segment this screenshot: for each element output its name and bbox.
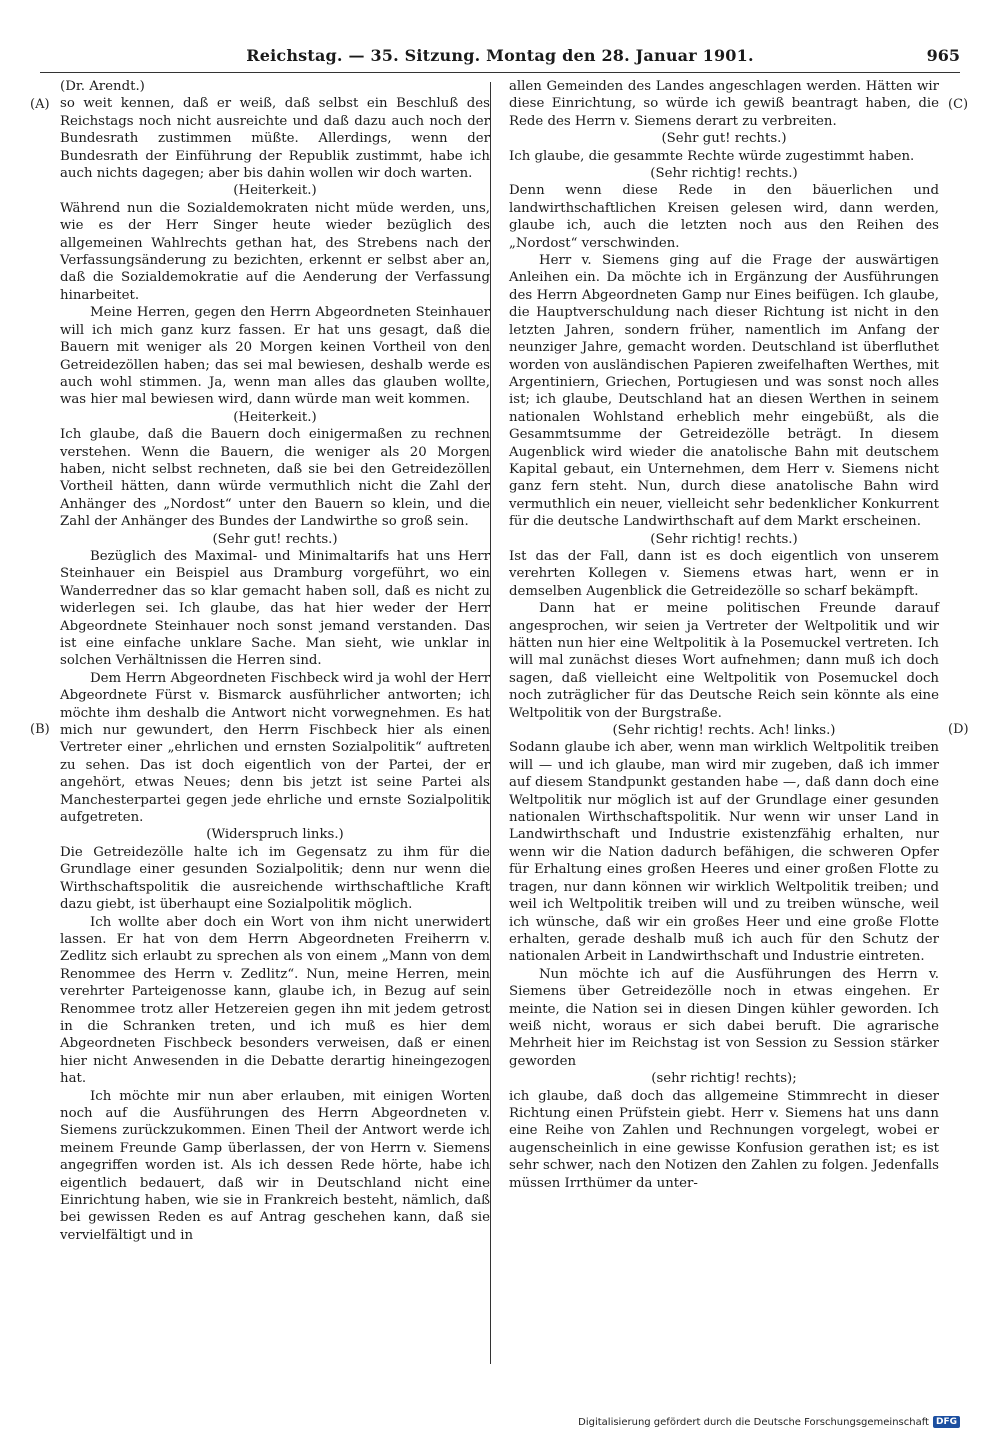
column-divider	[490, 82, 491, 1364]
margin-marker-a: (A)	[30, 97, 50, 112]
interjection: (Sehr richtig! rechts.)	[650, 531, 798, 547]
interjection: (Heiterkeit.)	[233, 409, 317, 425]
paragraph: Dem Herrn Abgeordneten Fischbeck wird ja wohl der Herr Abgeordnete Fürst v. Bismarck ausführlicher antworten; ich möchte ihm deshalb die Antwort nicht vorwegnehmen. Es hat mich nur gewundert, den Herrn Fischbeck hier als einen Vertreter einer „ehrlichen und ernsten Sozialpolitik“ auftreten zu sehen. Das ist doch eigentlich von der Partei, der er angehört, etwas Neues; denn bis jetzt ist seine Partei als Manchesterpartei gegen jede ehrliche und ernste Sozialpolitik aufgetreten.	[60, 670, 490, 826]
paragraph: Ich glaube, die gesammte Rechte würde zugestimmt haben.	[509, 148, 915, 164]
speaker-attribution: (Dr. Arendt.)	[60, 79, 145, 94]
paragraph: Ich wollte aber doch ein Wort von ihm nicht unerwidert lassen. Er hat von dem Herrn Abgeordneten Freiherrn v. Zedlitz sich erlaubt zu sprechen als von einem „Mann von dem Renommee des Herrn v. Zedlitz“. Nun, meine Herren, mein verehrter Parteigenosse kann, glaube ich, in Bezug auf sein Renommee trotz aller Hetzereien gegen ihn mit jedem getrost in die Schranken treten, und ich muß es hier dem Abgeordneten Fischbeck besonders verweisen, daß er einen hier nicht Anwesenden in die Debatte derartig hineingezogen hat.	[60, 914, 490, 1087]
interjection: (Sehr richtig! rechts.)	[650, 166, 798, 182]
interjection: (Sehr richtig! rechts. Ach! links.)	[612, 723, 836, 739]
margin-marker-c: (C)	[948, 97, 969, 112]
margin-marker-b: (B)	[30, 722, 50, 737]
paragraph: Bezüglich des Maximal- und Minimaltarifs hat uns Herr Steinhauer ein Beispiel aus Dramburg vorgeführt, wo ein Wanderredner das so klar gemacht haben soll, daß es nicht zu widerlegen sei. Ich glaube, das hat hier weder der Herr Abgeordnete Steinhauer noch sonst jemand verstanden. Das ist eine einfache unklare Sache. Man sieht, wie unklar in solchen Verhältnissen die Herren sind.	[60, 548, 490, 669]
paragraph: Denn wenn diese Rede in den bäuerlichen und landwirthschaftlichen Kreisen gelesen wird, dann werden, glaube ich, auch die letzten noch aus den Reihen des „Nordost“ verschwinden.	[509, 183, 939, 251]
paragraph: Sodann glaube ich aber, wenn man wirklich Weltpolitik treiben will — und ich glaube, man wird mir zugeben, daß ich immer auf diesem Standpunkt gestanden habe —, daß dann doch eine Weltpolitik nur möglich ist auf der Grundlage einer gesunden nationalen Wirthschaftspolitik. Nur wenn wir unser Land in Landwirthschaft und Industrie existenzfähig erhalten, nur wenn wir die Nation dadurch befähigen, die schweren Opfer für Erhaltung eines großen Heeres und einer großen Flotte zu tragen, nur dann können wir wirklich Weltpolitik treiben; und weil ich Weltpolitik treiben will und zu treiben wünsche, weil ich wünsche, daß wir ein großes Heer und eine große Flotte erhalten, gerade deshalb muß ich auch für den Schutz der nationalen Arbeit in Landwirthschaft und Industrie eintreten.	[509, 740, 939, 965]
left-text-column	[60, 78, 490, 1244]
paragraph: Während nun die Sozialdemokraten nicht müde werden, uns, wie es der Herr Singer heute wieder bezüglich des allgemeinen Wahlrechts gethan hat, des Strebens nach der Verfassungsänderung zu bezichten, erkennt er selbst aber an, daß die Sozialdemokratie auf die Aenderung der Verfassung hinarbeitet.	[60, 200, 490, 303]
header-title: Reichstag. — 35. Sitzung. Montag den 28. Januar 1901.	[246, 46, 754, 65]
paragraph: Nun möchte ich auf die Ausführungen des Herrn v. Siemens über Getreidezölle noch in etwas eingehen. Er meinte, die Nation sei in diesen Dingen kühler geworden. Ich weiß nicht, woraus er sich dabei beruft. Die agrarische Mehrheit hier im Reichstag ist von Session zu Session stärker geworden	[509, 966, 939, 1069]
interjection: (Sehr gut! rechts.)	[661, 131, 787, 147]
paragraph: allen Gemeinden des Landes angeschlagen werden. Hätten wir diese Einrichtung, so würde ich gewiß beantragt haben, die Rede des Herrn v. Siemens derart zu verbreiten.	[509, 79, 939, 129]
page-number: 965	[926, 46, 960, 65]
interjection: (Heiterkeit.)	[233, 183, 317, 199]
right-text-column	[509, 78, 939, 1192]
dfg-logo: DFG	[933, 1416, 960, 1428]
paragraph: Ich glaube, daß die Bauern doch einigermaßen zu rechnen verstehen. Wenn die Bauern, die weniger als 20 Morgen haben, nicht selbst rechneten, daß sie bei den Getreidezöllen Vortheil hätten, dann würde vermuthlich nicht die Zahl der Anhänger des „Nordost“ unter den Bauern so klein, und die Zahl der Anhänger des Bundes der Landwirthe so groß sein.	[60, 427, 490, 530]
paragraph: ich glaube, daß doch das allgemeine Stimmrecht in dieser Richtung einen Prüfstein giebt. Herr v. Siemens hat uns dann eine Reihe von Zahlen und Rechnungen vorgelegt, wobei er augenscheinlich in eine gewisse Konfusion gerathen ist; es ist sehr schwer, nach den Notizen den Zahlen zu folgen. Jedenfalls müssen Irrthümer da unter-	[509, 1088, 939, 1191]
interjection: (sehr richtig! rechts);	[651, 1071, 797, 1087]
paragraph: Die Getreidezölle halte ich im Gegensatz zu ihm für die Grundlage einer gesunden Sozialpolitik; denn nur wenn die Wirthschaftspolitik die ausreichende wirthschaftliche Kraft dazu giebt, ist überhaupt eine Sozialpolitik möglich.	[60, 844, 490, 913]
paragraph: Ist das der Fall, dann ist es doch eigentlich von unserem verehrten Kollegen v. Siemens etwas hart, wenn er in demselben Augenblick die Getreidezölle so scharf bekämpft.	[509, 548, 939, 599]
paragraph: Herr v. Siemens ging auf die Frage der auswärtigen Anleihen ein. Da möchte ich in Ergänzung der Ausführungen des Herrn Abgeordneten Gamp nur Eines beifügen. Ich glaube, die Hauptverschuldung nach dieser Richtung ist nicht in den letzten Jahren, sondern früher, namentlich im Anfang der neunziger Jahre, gemacht worden. Deutschland ist überfluthet worden von ausländischen Papieren zweifelhaften Werthes, mit Argentiniern, Griechen, Portugiesen und was sonst noch alles ist; ich glaube, Deutschland hat an diesen Werthen in seinem nationalen Wohlstand erheblich mehr eingebüßt, als die Gesammtsumme der Getreidezölle beträgt. In diesem Augenblick wird wieder die anatolische Bahn mit deutschem Kapital gebaut, ein Unternehmen, dem Herr v. Siemens nicht ganz fern steht. Nun, durch diese anatolische Bahn wird vermuthlich ein neuer, vielleicht sehr bedenklicher Konkurrent für die deutsche Landwirthschaft auf dem Markt erscheinen.	[509, 253, 939, 530]
paragraph: so weit kennen, daß er weiß, daß selbst ein Beschluß des Reichstags noch nicht ausreichte und daß dazu auch noch der Bundesrath zustimmen müßte. Allerdings, wenn der Bundesrath der Einführung der Republik zustimmt, habe ich auch nichts dagegen; aber bis dahin wollen wir doch warten.	[60, 96, 490, 182]
interjection: (Widerspruch links.)	[206, 827, 344, 843]
running-header	[40, 44, 960, 73]
interjection: (Sehr gut! rechts.)	[212, 531, 338, 547]
margin-marker-d: (D)	[948, 722, 969, 737]
footer-credit	[578, 1416, 960, 1428]
paragraph: Dann hat er meine politischen Freunde darauf angesprochen, wir seien ja Vertreter der Weltpolitik und wir hätten nun hier eine Weltpolitik à la Posemuckel vertreten. Ich will mal zunächst dieses Wort aufnehmen; dann muß ich doch sagen, daß vielleicht eine Weltpolitik von Posemuckel doch noch zuträglicher für das Deutsche Reich sein könnte als eine Weltpolitik von der Burgstraße.	[509, 601, 939, 721]
footer-text: Digitalisierung gefördert durch die Deutsche Forschungsgemeinschaft	[578, 1416, 929, 1428]
paragraph: Ich möchte mir nun aber erlauben, mit einigen Worten noch auf die Ausführungen des Herrn Abgeordneten v. Siemens zurückzukommen. Einen Theil der Antwort werde ich meinem Freunde Gamp überlassen, der von Herrn v. Siemens angegriffen worden ist. Als ich dessen Rede hörte, habe ich eigentlich bedauert, daß wir in Deutschland nicht eine Einrichtung haben, wie sie in Frankreich besteht, nämlich, daß bei gewissen Reden es auf Antrag geschehen kann, daß sie vervielfältigt und in	[60, 1088, 490, 1243]
paragraph: Meine Herren, gegen den Herrn Abgeordneten Steinhauer will ich mich ganz kurz fassen. Er hat uns gesagt, daß die Bauern mit weniger als 20 Morgen keinen Vortheil von den Getreidezöllen haben; das sei mal bewiesen, deshalb werde es auch wohl stimmen. Ja, wenn man alles das glauben wollte, was hier mal bewiesen wird, dann würde man weit kommen.	[60, 305, 490, 408]
